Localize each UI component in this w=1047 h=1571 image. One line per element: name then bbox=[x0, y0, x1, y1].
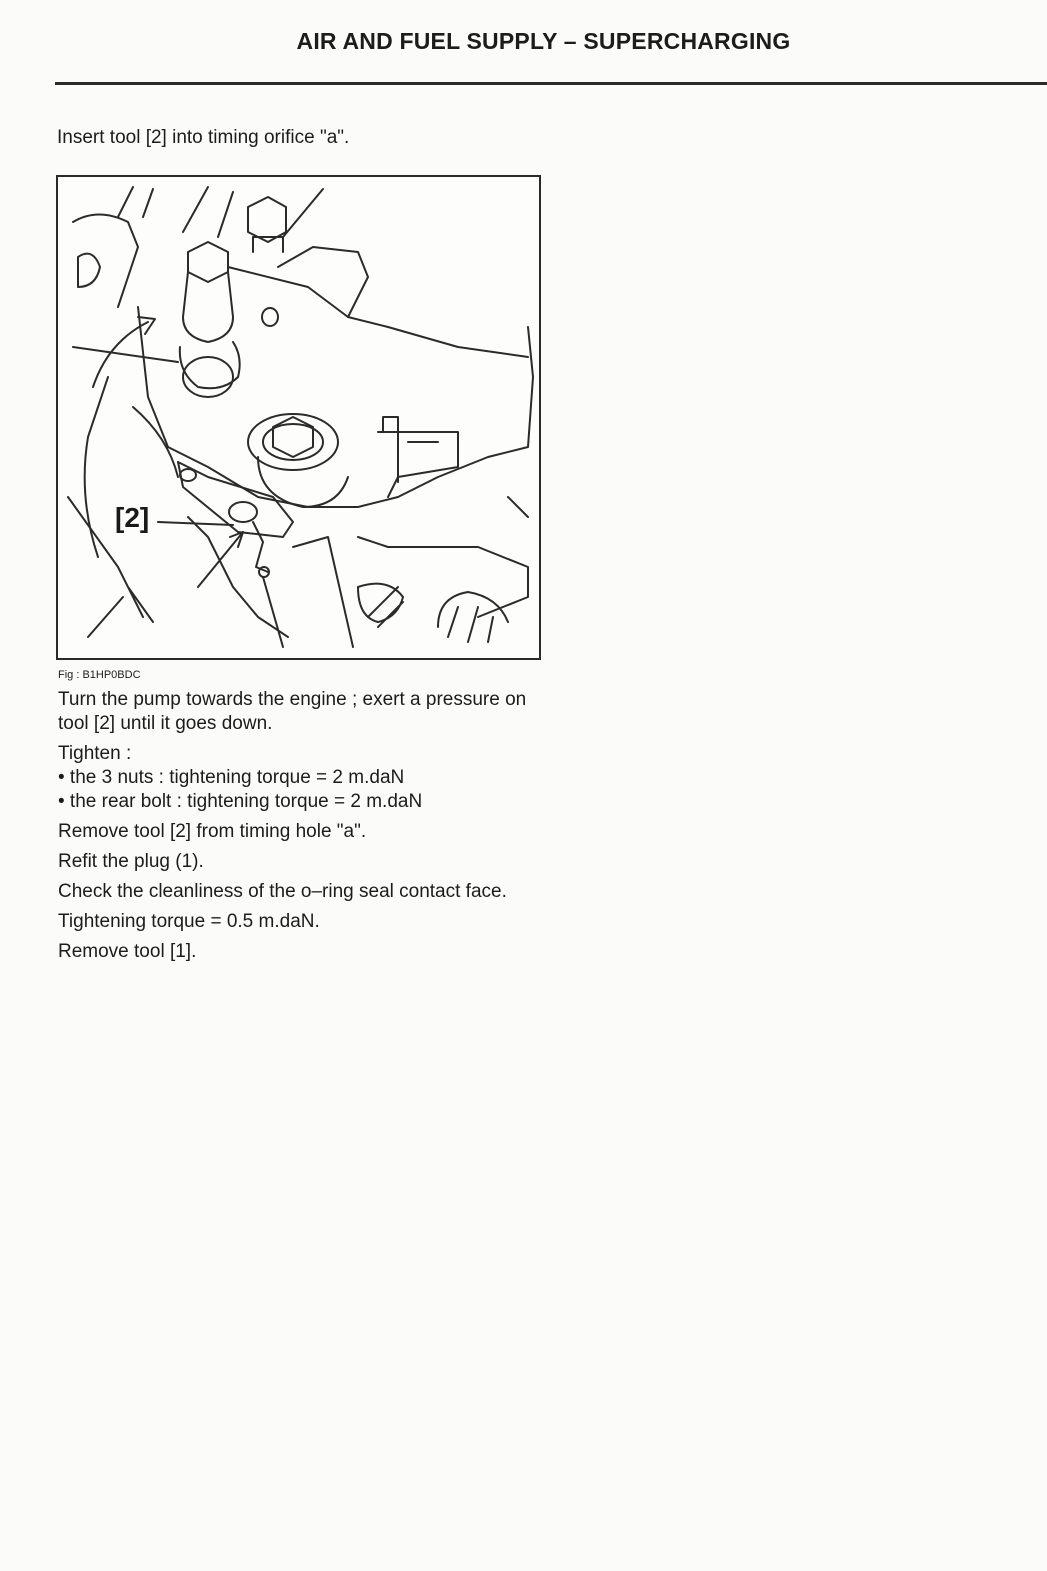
header-divider bbox=[55, 82, 1047, 85]
technical-illustration bbox=[56, 175, 541, 660]
remove-tool-2-step: Remove tool [2] from timing hole "a". bbox=[58, 821, 367, 842]
torque-step: Tightening torque = 0.5 m.daN. bbox=[58, 911, 320, 932]
tool-2-callout: [2] bbox=[115, 502, 150, 533]
tighten-item-rear-bolt: • the rear bolt : tightening torque = 2 m.daN bbox=[58, 791, 423, 812]
tighten-item-nuts: • the 3 nuts : tightening torque = 2 m.daN bbox=[58, 767, 405, 788]
tighten-section bbox=[58, 742, 558, 814]
check-seal-step: Check the cleanliness of the o–ring seal contact face. bbox=[58, 881, 507, 902]
remove-tool-1-step: Remove tool [1]. bbox=[58, 941, 197, 962]
instruction-body bbox=[58, 688, 558, 970]
page-title: AIR AND FUEL SUPPLY – SUPERCHARGING bbox=[296, 28, 791, 54]
refit-plug-step: Refit the plug (1). bbox=[58, 851, 204, 872]
turn-pump-step: Turn the pump towards the engine ; exert a pressure on tool [2] until it goes down. bbox=[58, 689, 527, 734]
figure-caption: Fig : B1HP0BDC bbox=[58, 669, 141, 681]
tighten-heading: Tighten : bbox=[58, 743, 132, 764]
intro-instruction: Insert tool [2] into timing orifice "a". bbox=[57, 127, 350, 148]
pump-timing-drawing bbox=[58, 177, 539, 658]
